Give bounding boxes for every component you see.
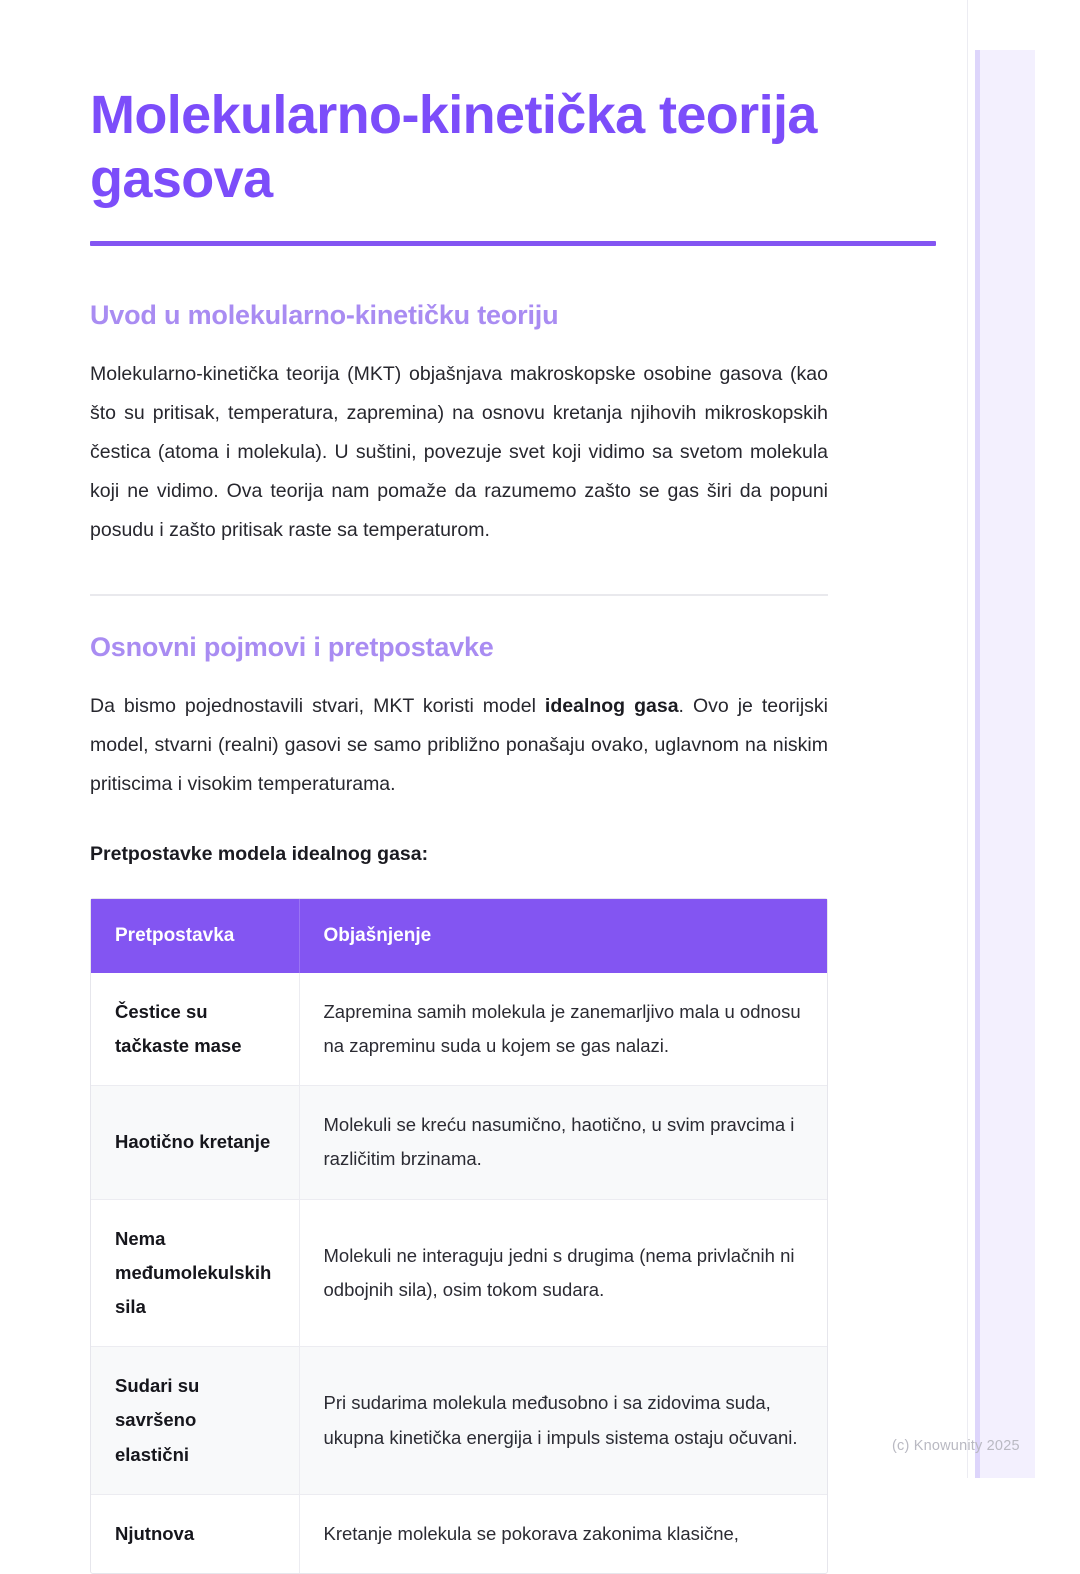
table-column-header-explanation: Objašnjenje [299, 899, 827, 973]
table-cell-term: Čestice su tačkaste mase [91, 973, 299, 1086]
section-basic-concepts [90, 596, 936, 1574]
page-content [90, 0, 936, 1574]
table-cell-explanation: Kretanje molekula se pokorava zakonima klasične, [299, 1494, 827, 1573]
section-heading-basic-concepts: Osnovni pojmovi i pretpostavke [90, 632, 494, 663]
table-cell-explanation: Pri sudarima molekula međusobno i sa zidovima suda, ukupna kinetička energija i impuls sistema ostaju očuvani. [299, 1347, 827, 1495]
section-paragraph-introduction: Molekularno-kinetička teorija (MKT) objašnjava makroskopske osobine gasova (kao što su pritisak, temperatura, zapremina) na osnovu kretanja njihovih mikroskopskih čestica (atoma i molekula). U suštini, povezuje svet koji vidimo sa svetom molekula koji ne vidimo. Ova teorija nam pomaže da razumemo zašto se gas širi da popuni posudu i zašto pritisak raste sa temperaturom. [90, 363, 828, 542]
paragraph-text-after-emphasis: . Ovo je teorijski model, stvarni (realni) gasovi se samo približno ponašaju ovako, uglavnom na niskim pritiscima i visokim temperaturama. [90, 695, 828, 796]
table-cell-term: Haotično kretanje [91, 1086, 299, 1199]
table-cell-term: Sudari su savršeno elastični [91, 1347, 299, 1495]
table-column-header-assumption: Pretpostavka [91, 899, 299, 973]
page-title: Molekularno-kinetička teorija gasova [90, 85, 817, 209]
paragraph-text-before-emphasis: Da bismo pojednostavili stvari, MKT koristi model [90, 695, 545, 718]
table-row [91, 1347, 827, 1495]
section-heading-introduction: Uvod u molekularno-kinetičku teoriju [90, 300, 559, 331]
table-row [91, 973, 827, 1086]
table-row [91, 1086, 827, 1199]
section-paragraph-basic-concepts [90, 663, 828, 804]
copyright-watermark: (c) Knowunity 2025 [892, 1438, 1020, 1454]
table-header-row [91, 899, 827, 973]
table-lead-in-label: Pretpostavke modela idealnog gasa: [90, 843, 429, 866]
table-row [91, 1199, 827, 1347]
assumptions-table-container [90, 898, 828, 1574]
table-cell-explanation: Molekuli ne interaguju jedni s drugima (nema privlačnih ni odbojnih sila), osim tokom sudara. [299, 1199, 827, 1347]
table-cell-explanation: Molekuli se kreću nasumično, haotično, u svim pravcima i različitim brzinama. [299, 1086, 827, 1199]
table-cell-explanation: Zapremina samih molekula je zanemarljivo mala u odnosu na zapreminu suda u kojem se gas nalazi. [323, 1000, 801, 1056]
table-cell-term: Njutnova [91, 1494, 299, 1573]
assumptions-table [91, 899, 827, 1573]
paragraph-emphasis-ideal-gas: idealnog gasa [544, 695, 679, 718]
table-row [91, 1494, 827, 1573]
section-introduction [90, 246, 936, 550]
table-cell-term: Nema međumolekulskih sila [91, 1199, 299, 1347]
right-decorative-panel [975, 50, 1035, 1478]
